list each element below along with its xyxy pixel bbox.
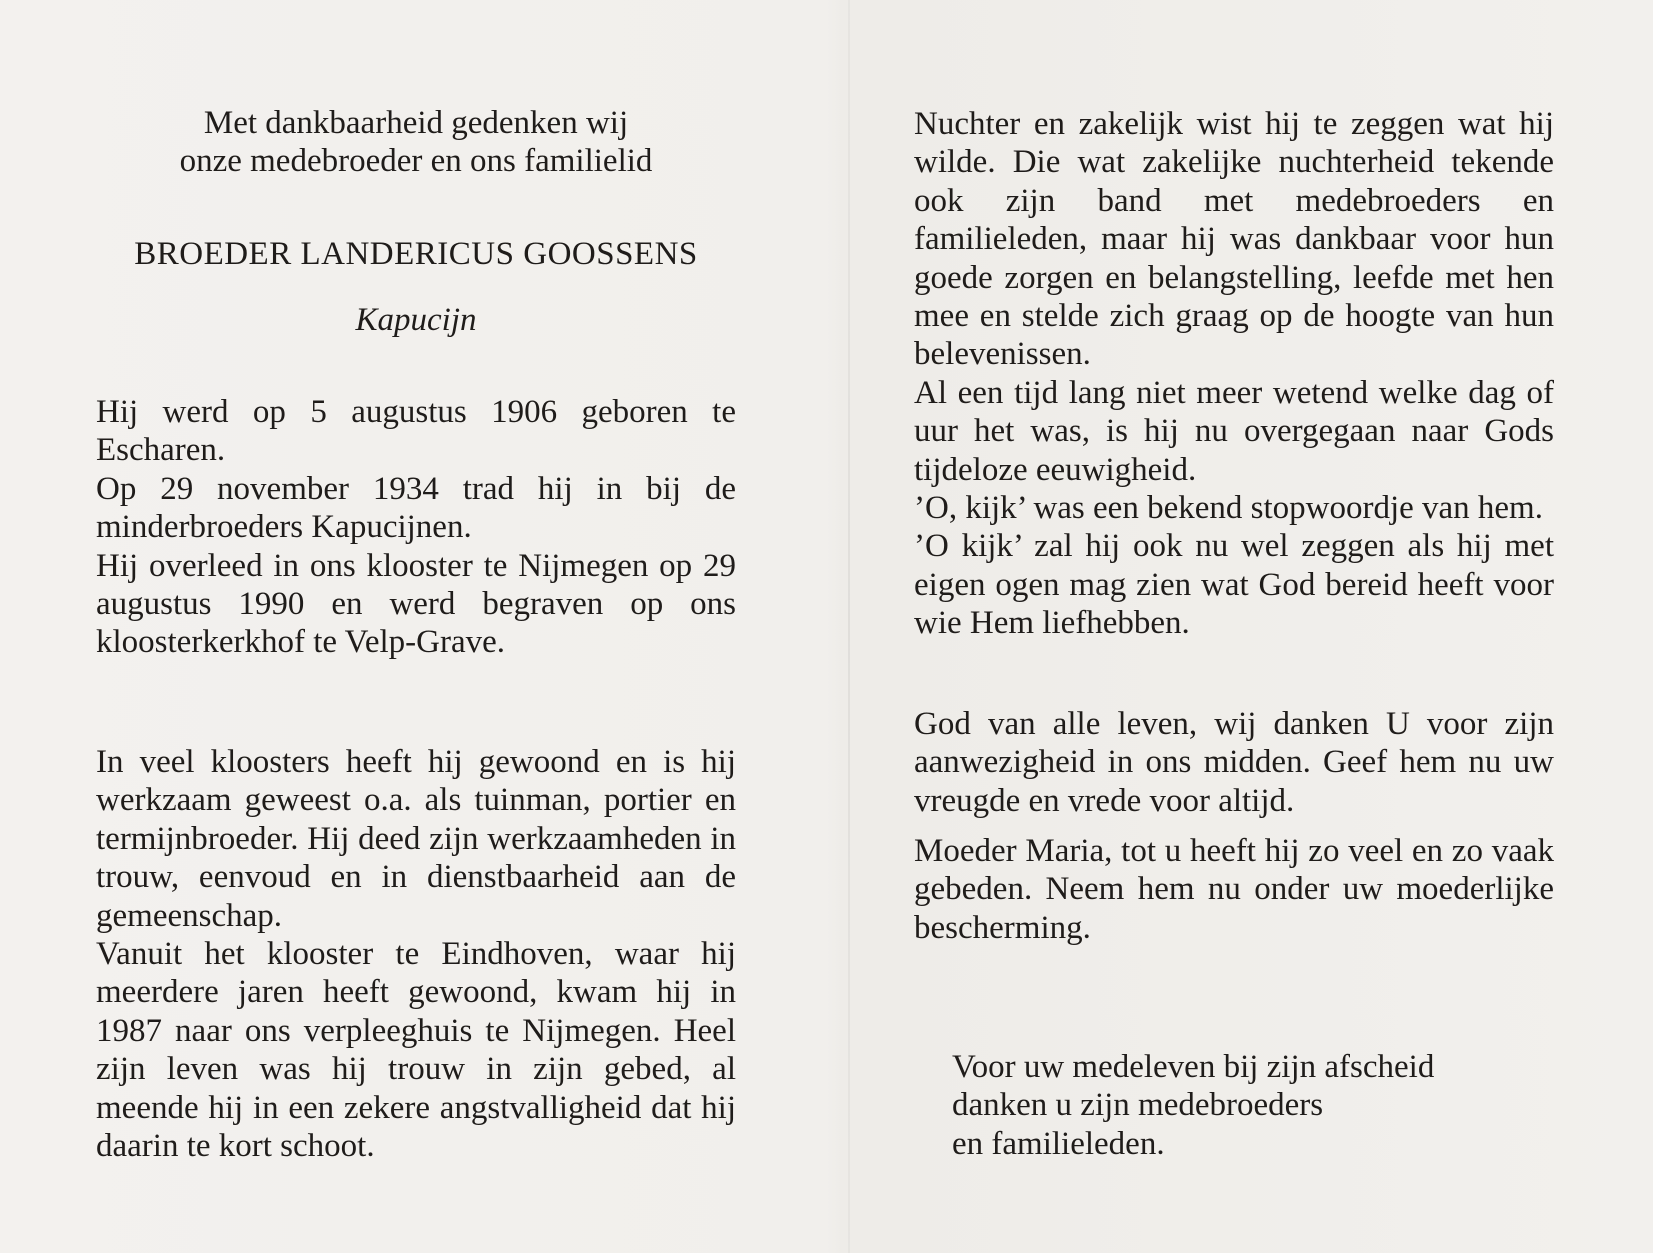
biography-section	[96, 393, 736, 662]
intro-text	[96, 104, 736, 180]
life-paragraph-2: Vanuit het klooster te Eindhoven, waar hij meerdere jaren heeft gewoond, kwam hij in 1987 naar ons verpleeghuis te Nijmegen. Heel zijn leven was hij trouw in zijn gebed, al meende hij in een zekere angstvalligheid dat hij daarin te kort schoot.	[96, 936, 736, 1165]
life-paragraph-1: In veel kloosters heeft hij gewoond en is hij werkzaam geweest o.a. als tuinman, portier en termijnbroeder. Hij deed zijn werkzaamheden in trouw, eenvoud en in dienstbaarheid aan de gemeenschap.	[96, 744, 736, 934]
character-paragraph-1: Nuchter en zakelijk wist hij te zeggen wat hij wilde. Die wat zakelijke nuchterheid tekende ook zijn band met medebroeders en familieleden, maar hij was dankbaar voor hun goede zorgen en belangstelling, leefde met hen mee en stelde zich graag op de hoogte van hun belevenissen.	[914, 106, 1554, 373]
closing-line-2: danken u zijn medebroeders	[952, 1087, 1324, 1124]
prayer-maria-text: Moeder Maria, tot u heeft hij zo veel en zo vaak gebeden. Neem hem nu onder uw moederlijke bescherming.	[914, 833, 1554, 946]
closing-line-3: en familieleden.	[952, 1125, 1165, 1162]
closing-line-1: Voor uw medeleven bij zijn afscheid	[952, 1049, 1435, 1085]
closing-thanks	[952, 1048, 1552, 1163]
bio-death: Hij overleed in ons klooster te Nijmegen op 29 augustus 1990 en werd begraven op ons kloosterkerkhof te Velp-Grave.	[96, 547, 736, 661]
intro-line-1: Met dankbaarheid gedenken wij	[203, 105, 629, 141]
intro-line-2: onze medebroeder en ons familielid	[179, 143, 653, 179]
character-section	[914, 105, 1554, 643]
character-paragraph-3: ’O, kijk’ was een bekend stopwoordje van hem.	[914, 490, 1543, 527]
prayer-maria	[914, 832, 1554, 947]
prayer-god-text: God van alle leven, wij danken U voor zijn aanwezigheid in ons midden. Geef hem nu uw vreugde en vrede voor altijd.	[914, 706, 1554, 819]
card-fold	[848, 0, 850, 1253]
prayer-god	[914, 705, 1554, 820]
life-section	[96, 743, 736, 1165]
character-paragraph-4: ’O kijk’ zal hij ook nu wel zeggen als hij met eigen ogen mag zien wat God bereid heeft voor wie Hem liefhebben.	[914, 528, 1554, 642]
character-paragraph-2: Al een tijd lang niet meer wetend welke dag of uur het was, is hij nu overgegaan naar Gods tijdeloze eeuwigheid.	[914, 374, 1554, 488]
religious-order: Kapucijn	[355, 302, 477, 338]
bio-birth: Hij werd op 5 augustus 1906 geboren te Escharen.	[96, 394, 736, 469]
bio-entry: Op 29 november 1934 trad hij in bij de minderbroeders Kapucijnen.	[96, 470, 736, 546]
deceased-name: BROEDER LANDERICUS GOOSSENS	[134, 236, 698, 272]
